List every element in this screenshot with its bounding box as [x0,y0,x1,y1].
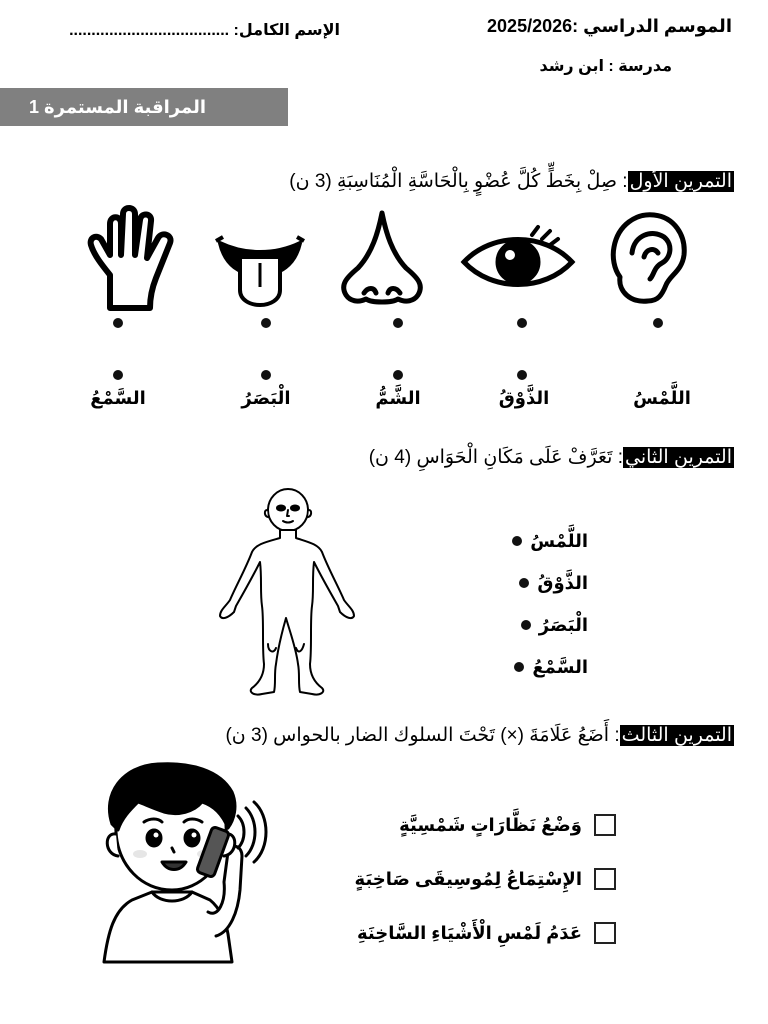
checklist-item-label: وَضْعُ نَظَّارَاتٍ شَمْسِيَّةٍ [399,814,582,835]
sense-word-taste: الذَّوْقُ [498,388,550,408]
checklist-row [355,798,616,852]
list-item [512,562,588,604]
fullname-label: الإسم الكامل: [233,22,340,39]
organ-dot-ear[interactable] [653,318,663,328]
sense-word-smell: الشَّمُّ [375,388,421,408]
eye-icon [464,227,572,285]
sense-dot-4[interactable] [517,370,527,380]
list-item-dot[interactable] [519,578,529,588]
fullname-dots: .................................... [69,22,230,39]
boy-on-phone-illustration [92,762,272,967]
organ-dot-eye[interactable] [517,318,527,328]
list-item-label: السَّمْعُ [532,656,588,677]
human-body-figure [210,488,370,708]
organ-dot-nose[interactable] [393,318,403,328]
exercise2-label: التمرين الثاني [624,447,732,468]
list-item-label: الْبَصَرُ [538,614,588,635]
list-item [512,604,588,646]
sense-word-sight: الْبَصَرُ [241,388,291,408]
exercise2-instruction: : تَعَرَّفْ عَلَى مَكَانِ الْحَوَاسِ (4 ن) [368,447,623,468]
list-item-dot[interactable] [521,620,531,630]
exercise3-label: التمرين الثالث [621,725,732,746]
sense-dot-3[interactable] [393,370,403,380]
checkbox[interactable] [594,814,616,836]
exercise1-title [289,170,734,193]
list-item-label: الذَّوْقُ [537,572,588,593]
organ-dot-tongue[interactable] [261,318,271,328]
organ-dot-hand[interactable] [113,318,123,328]
school-name: مدرسة : ابن رشد [539,58,672,75]
list-item [512,520,588,562]
exercise3-checklist [355,798,616,960]
checkbox[interactable] [594,922,616,944]
hand-icon [91,208,171,308]
list-item-dot[interactable] [512,536,522,546]
sense-word-hearing: السَّمْعُ [90,388,146,408]
list-item-label: اللَّمْسُ [530,530,588,551]
exercise3-instruction: : أَضَعُ عَلَامَةَ (×) تَحْتَ السلوك الضار بالحواس (3 ن) [225,725,620,746]
tongue-icon [216,237,304,305]
list-item-dot[interactable] [514,662,524,672]
checklist-row [355,852,616,906]
checkbox[interactable] [594,868,616,890]
exercise3-title [225,724,734,747]
sense-word-touch: اللَّمْسُ [633,388,691,408]
exercise2-title [369,446,734,469]
checklist-item-label: الإِسْتِمَاعُ لِمُوسِيقَى صَاخِبَةٍ [354,868,582,889]
exercise1-label: التمرين الأول [629,171,732,192]
ear-icon [613,215,684,301]
nose-icon [344,213,421,302]
sense-dot-1[interactable] [113,370,123,380]
school-year: الموسم الدراسي :2025/2026 [487,16,732,36]
sense-dot-2[interactable] [261,370,271,380]
assessment-banner [0,88,288,126]
checklist-item-label: عَدَمُ لَمْسِ الْأَشْيَاءِ السَّاخِنَةِ [357,922,582,943]
banner-title: المراقبة المستمرة 1 [29,96,206,117]
fullname-field[interactable] [14,20,340,40]
checklist-row [355,906,616,960]
organs-row [80,205,700,315]
exercise1-instruction: : صِلْ بِخَطٍّ كُلَّ عُضْوٍ بِالْحَاسَّةِ الْمُنَاسِبَةِ (3 ن) [289,171,628,192]
exercise2-list [512,520,588,688]
list-item [512,646,588,688]
